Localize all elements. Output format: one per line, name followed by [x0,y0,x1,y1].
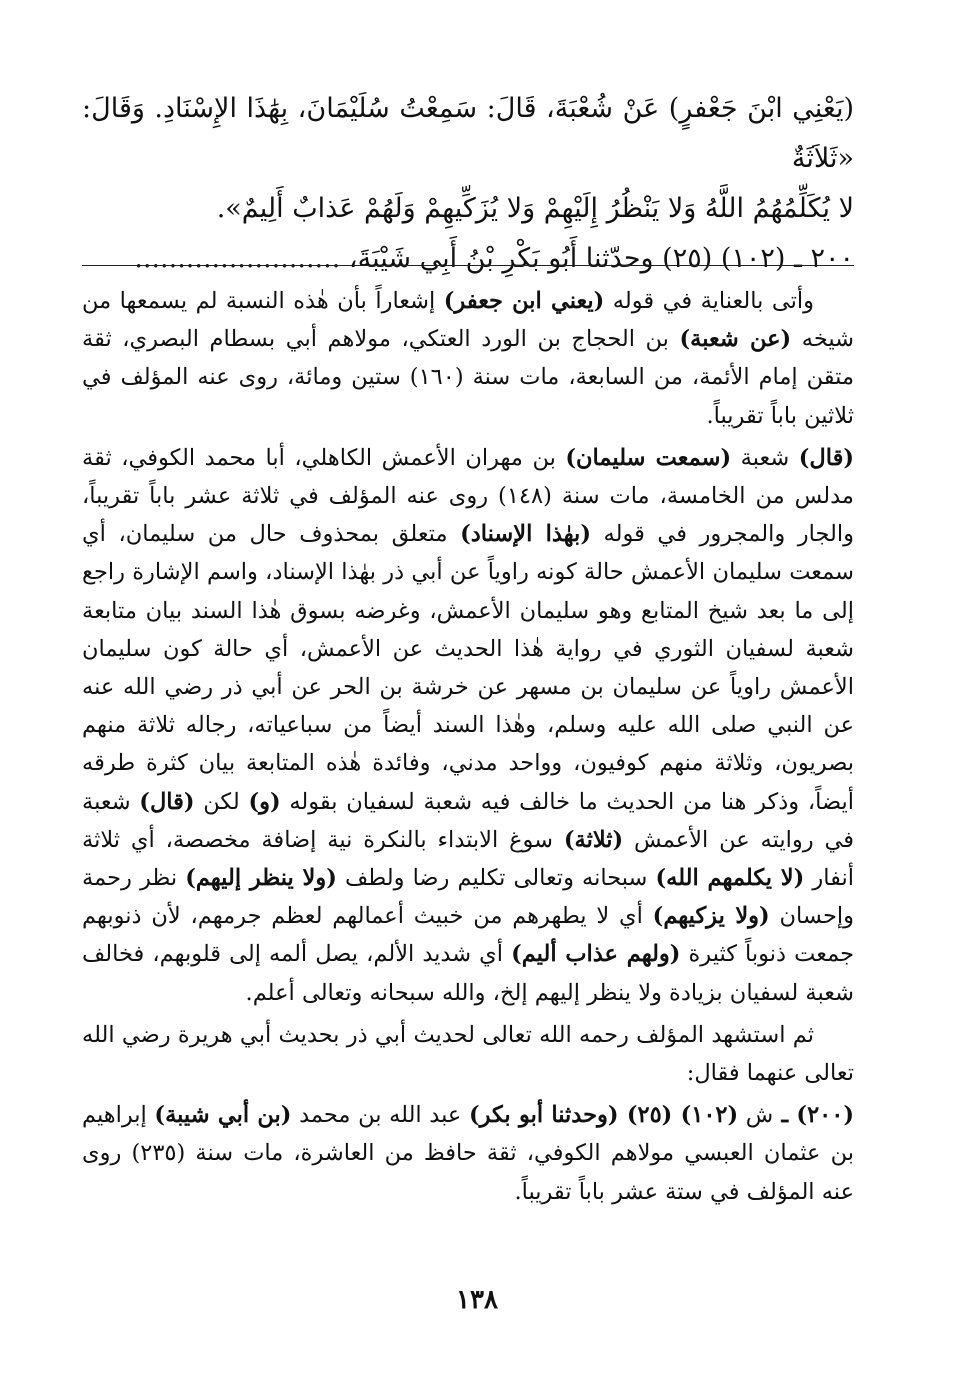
bold-segment: (سمعت سليمان) [565,444,732,471]
text-segment: متعلق بمحذوف حال من سليمان، أي سمعت سليمان الأعمش حالة كونه راوياً عن أبي ذر بهٰذا الإسناد، واسم الإشارة راجع إلى ما بعد شيخ المتابع وهو سليمان الأعمش، وغرضه بسوق هٰذا السند بيان متابعة شعبة لسفيان الثوري في رواية هٰذا الحديث عن الأعمش، أي حالة كون سليمان الأعمش راوياً عن سليمان بن مسهر عن خرشة بن الحر عن أبي ذر رضي الله عنه عن النبي صلى الله عليه وسلم، وهٰذا السند أيضاً من سباعياته، رجاله ثلاثة منهم بصريون، وثلاثة منهم كوفيون، وواحد مدني، وفائدة هٰذه المتابعة بيان كثرة طرقه أيضاً، وذكر هنا من الحديث ما خالف فيه شعبة لسفيان بقوله [82,521,854,815]
commentary-paragraph-3 [82,1016,854,1092]
text-segment: لكن [194,788,249,815]
hadith-block [82,84,854,284]
text-segment: نظر رحمة وإحسان [82,865,854,930]
text-segment: شعبة في روايته عن الأعمش [82,788,854,853]
hadith-text [82,84,854,284]
text-segment: سوغ الابتداء بالنكرة نية إضافة مخصصة، أي ثلاثة أنفار [82,826,854,892]
footnote-divider [82,265,854,266]
commentary-paragraph-4 [82,1096,854,1211]
hadith-line-3: ٢٠٠ ـ (١٠٢) (٢٥) وحدّثنا أَبُو بَكْرِ بْنُ أَبِي شَيْبَةَ، ........................ [134,243,854,274]
bold-segment: (يعني ابن جعفر) [443,288,605,314]
text-segment: ثم استشهد المؤلف رحمه الله تعالى لحديث أبي ذر بحديث أبي هريرة رضي الله تعالى عنهما فقال: [82,1021,854,1087]
text-segment: ش [738,1102,774,1129]
hadith-line-2: لا يُكَلِّمُهُمُ اللَّهُ وَلا يَنْظُرُ إِلَيْهِمْ وَلا يُزَكِّيهِمْ وَلَهُمْ عَذابٌ أَلِيمٌ». [216,193,854,224]
text-segment: بن الحجاج بن الورد العتكي، مولاهم أبي بسطام البصري، ثقة متقن إمام الأئمة، من السابعة، مات سنة (١٦٠) ستين ومائة، روى عنه المؤلف في ثلاثين باباً تقريباً. [82,326,854,429]
bold-segment: (ثلاثة) [563,826,624,853]
text-segment: أي لا يطهرهم من خبيث أعمالهم لعظم جرمهم، لأن ذنوبهم جمعت ذنوباً كثيرة [82,903,854,968]
hadith-line-1: (يَعْنِي ابْنَ جَعْفرٍ) عَنْ شُعْبَةَ، قَالَ: سَمِعْتُ سُلَيْمَانَ، بِهَٰذَا الإِسْنَادِ. وَقَالَ: «ثَلاَثَةٌ [82,93,854,174]
text-segment: إشعاراً بأن هٰذه النسبة لم يسمعها من شيخه [82,288,854,353]
bold-segment: (بهٰذا الإسناد) [460,521,591,548]
text-segment: إبراهيم بن عثمان العبسي مولاهم الكوفي، ثقة حافظ من العاشرة، مات سنة (٢٣٥) روى عنه المؤلف في ستة عشر باباً تقريباً. [82,1102,854,1205]
commentary-block [82,282,854,1215]
bold-segment: (قال) [798,444,854,471]
commentary-paragraph-2 [82,439,854,1012]
bold-segment: (ولا ينظر إليهم) [185,865,337,892]
text-segment: سبحانه وتعالى تكليم رضا ولطف [336,865,656,892]
text-segment: عبد الله بن محمد [291,1102,469,1129]
bold-segment: (١٠٢) (٢٥) (وحدثنا أبو بكر) [468,1102,739,1129]
commentary-paragraph-1 [82,282,854,435]
bold-segment: (٢٠٠) ـ [773,1102,854,1129]
bold-segment: (بن أبي شيبة) [154,1102,292,1129]
bold-segment: (ولهم عذاب أليم) [511,941,681,968]
text-segment: أي شديد الألم، يصل ألمه إلى قلوبهم، فخالف شعبة لسفيان بزيادة ولا ينظر إليهم إلخ، والله سبحانه وتعالى أعلم. [82,941,854,1006]
page-number: ١٣٨ [456,1285,498,1315]
bold-segment: (و) [248,788,281,815]
bold-segment: (عن شعبة) [679,326,792,353]
text-segment: وأتى بالعناية في قوله [604,288,814,314]
text-segment: بن مهران الأعمش الكاهلي، أبا محمد الكوفي، ثقة مدلس من الخامسة، مات سنة (١٤٨) روى عنه المؤلف في ثلاثة عشر باباً تقريباً، والجار والمجرور في قوله [82,444,854,548]
bold-segment: (قال) [139,788,195,815]
bold-segment: (ولا يزكيهم) [652,903,770,930]
bold-segment: (لا يكلمهم الله) [655,865,805,892]
text-segment: شعبة [731,444,799,471]
